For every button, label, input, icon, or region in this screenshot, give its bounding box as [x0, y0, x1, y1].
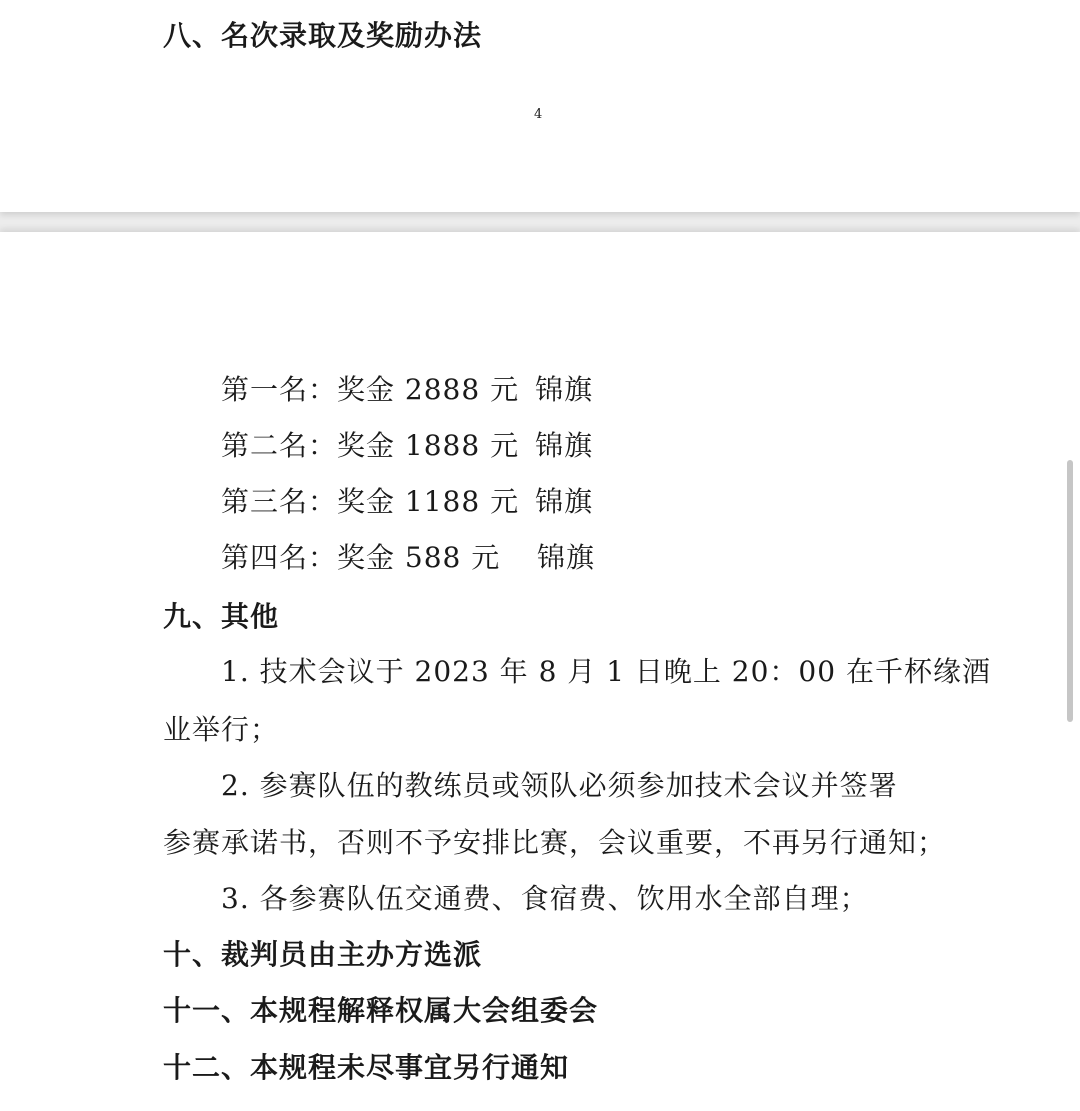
prize-rank: 第一名：: [221, 373, 338, 406]
prize-amount: 奖金 1888 元: [337, 429, 520, 462]
prize-item: 锦旗: [535, 429, 594, 462]
prize-item: 锦旗: [535, 485, 594, 518]
paragraph-item-1-line-2: 业举行；: [163, 713, 280, 746]
prize-rank: 第四名：: [221, 541, 338, 574]
prize-rank: 第二名：: [221, 429, 338, 462]
prize-amount: 奖金 588 元: [337, 541, 501, 574]
section-heading-eight: 八、名次录取及奖励办法: [163, 19, 483, 52]
document-page-top: [0, 0, 1080, 212]
prize-row-second: [221, 429, 594, 462]
prize-row-third: [221, 485, 594, 518]
prize-item: 锦旗: [535, 373, 594, 406]
prize-row-fourth: [221, 541, 596, 574]
paragraph-item-2-line-1: 2. 参赛队伍的教练员或领队必须参加技术会议并签署: [221, 769, 898, 802]
prize-rank: 第三名：: [221, 485, 338, 518]
prize-item: 锦旗: [537, 541, 596, 574]
prize-amount: 奖金 2888 元: [337, 373, 520, 406]
page-number: 4: [534, 107, 543, 122]
paragraph-item-3: 3. 各参赛队伍交通费、食宿费、饮用水全部自理；: [221, 882, 869, 915]
section-heading-nine: 九、其他: [163, 600, 280, 633]
prize-row-first: [221, 373, 594, 406]
section-heading-eleven: 十一、本规程解释权属大会组委会: [163, 994, 599, 1027]
vertical-scrollbar[interactable]: [1067, 460, 1073, 722]
prize-amount: 奖金 1188 元: [337, 485, 520, 518]
section-heading-twelve: 十二、本规程未尽事宜另行通知: [163, 1051, 570, 1084]
section-heading-ten: 十、裁判员由主办方选派: [163, 938, 483, 971]
paragraph-item-2-line-2: 参赛承诺书，否则不予安排比赛，会议重要，不再另行通知；: [163, 826, 947, 859]
paragraph-item-1-line-1: 1. 技术会议于 2023 年 8 月 1 日晚上 20：00 在千杯缘酒: [221, 655, 991, 688]
